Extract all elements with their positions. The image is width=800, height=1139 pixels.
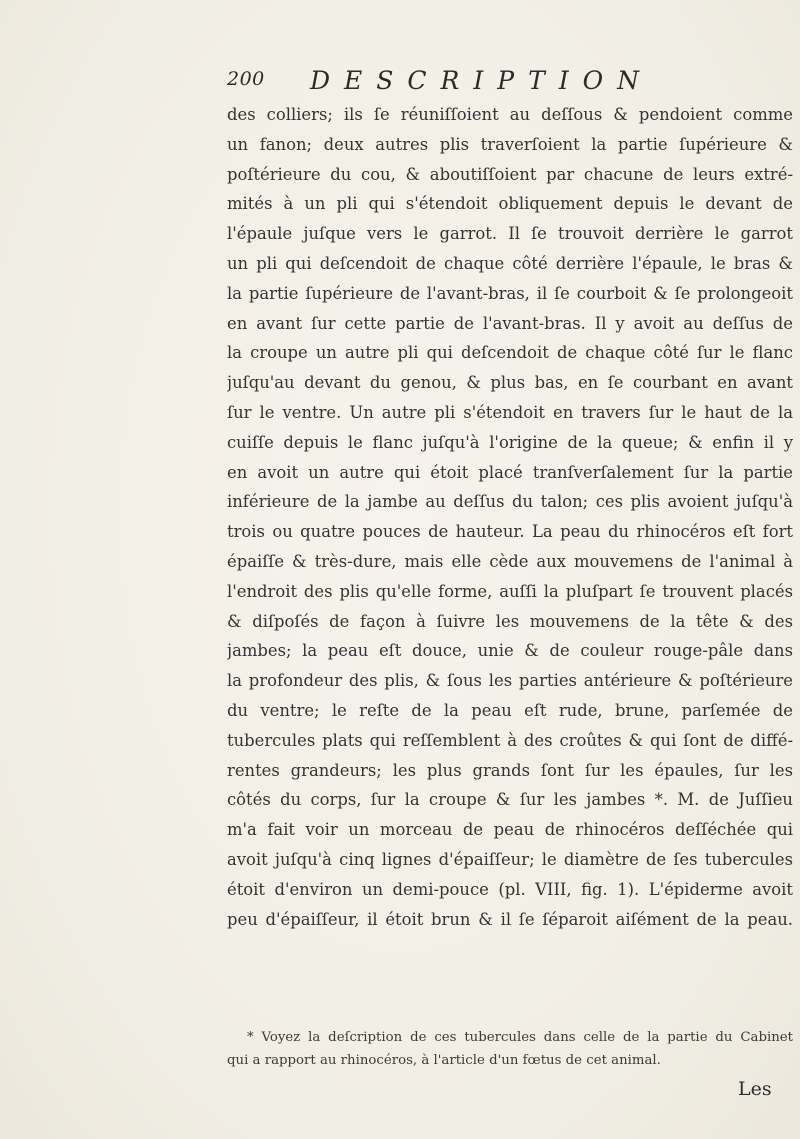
text-line: du ventre; le reſte de la peau eſt rude, brune, parſemée de	[227, 700, 793, 720]
text-line: juſqu'au devant du genou, & plus bas, en ſe courbant en avant	[227, 373, 793, 393]
page-number: 200	[227, 68, 265, 90]
footnote-line: * Voyez la deſcription de ces tubercules dans celle de la partie du Cabinet	[247, 1030, 793, 1045]
text-line: l'endroit des plis qu'elle forme, auſſi la pluſpart ſe trouvent placés	[227, 581, 793, 601]
text-line: côtés du corps, ſur la croupe & ſur les jambes *. M. de Juſſieu	[227, 790, 793, 810]
text-line: avoit juſqu'à cinq lignes d'épaiſſeur; le diamètre de ſes tubercules	[227, 849, 793, 869]
text-line: la croupe un autre pli qui deſcendoit de chaque côté ſur le flanc	[227, 343, 793, 363]
text-line: peu d'épaiſſeur, il étoit brun & il ſe ſéparoit aiſément de la peau.	[227, 909, 793, 929]
footnote	[227, 1026, 793, 1072]
text-line: l'épaule juſque vers le garrot. Il ſe trouvoit derrière le garrot	[227, 224, 793, 244]
catchword: Les	[738, 1078, 772, 1100]
text-line: cuiſſe depuis le flanc juſqu'à l'origine de la queue; & enfin il y	[227, 432, 793, 452]
text-line: un fanon; deux autres plis traverſoient la partie ſupérieure &	[227, 134, 793, 154]
text-line: & diſpoſés de façon à ſuivre les mouvemens de la tête & des	[227, 611, 793, 631]
text-line: en avant ſur cette partie de l'avant-bras. Il y avoit au deſſus de	[227, 313, 793, 333]
body-text	[227, 100, 793, 934]
text-line: ſur le ventre. Un autre pli s'étendoit en travers ſur le haut de la	[227, 402, 793, 422]
text-line: rentes grandeurs; les plus grands ſont ſur les épaules, ſur les	[227, 760, 793, 780]
text-line: trois ou quatre pouces de hauteur. La peau du rhinocéros eſt fort	[227, 522, 793, 542]
page-header	[227, 66, 653, 96]
text-line: des colliers; ils ſe réuniſſoient au deſſous & pendoient comme	[227, 105, 793, 124]
text-line: inférieure de la jambe au deſſus du talon; ces plis avoient juſqu'à	[227, 492, 793, 512]
footnote-line: qui a rapport au rhinocéros, à l'article d'un fœtus de cet animal.	[227, 1053, 661, 1068]
text-line: m'a fait voir un morceau de peau de rhinocéros deſſéchée qui	[227, 820, 793, 840]
text-line: en avoit un autre qui étoit placé tranſverſalement ſur la partie	[227, 462, 793, 482]
text-line: tubercules plats qui reſſemblent à des croûtes & qui ſont de diffé-	[227, 730, 793, 750]
text-line: mités à un pli qui s'étendoit obliquement depuis le devant de	[227, 194, 793, 214]
text-line: étoit d'environ un demi-pouce (pl. VIII, fig. 1). L'épiderme avoit	[227, 879, 793, 899]
text-line: épaiſſe & très-dure, mais elle cède aux mouvemens de l'animal à	[227, 551, 793, 571]
text-line: la profondeur des plis, & ſous les parties antérieure & poſtérieure	[227, 671, 793, 691]
running-title: DESCRIPTION	[310, 66, 653, 95]
text-line: la partie ſupérieure de l'avant-bras, il ſe courboit & ſe prolongeoit	[227, 283, 793, 303]
text-line: jambes; la peau eſt douce, unie & de couleur rouge-pâle dans	[227, 641, 793, 661]
text-line: un pli qui deſcendoit de chaque côté derrière l'épaule, le bras &	[227, 253, 793, 273]
text-line: poſtérieure du cou, & aboutiſſoient par chacune de leurs extré-	[227, 164, 793, 184]
